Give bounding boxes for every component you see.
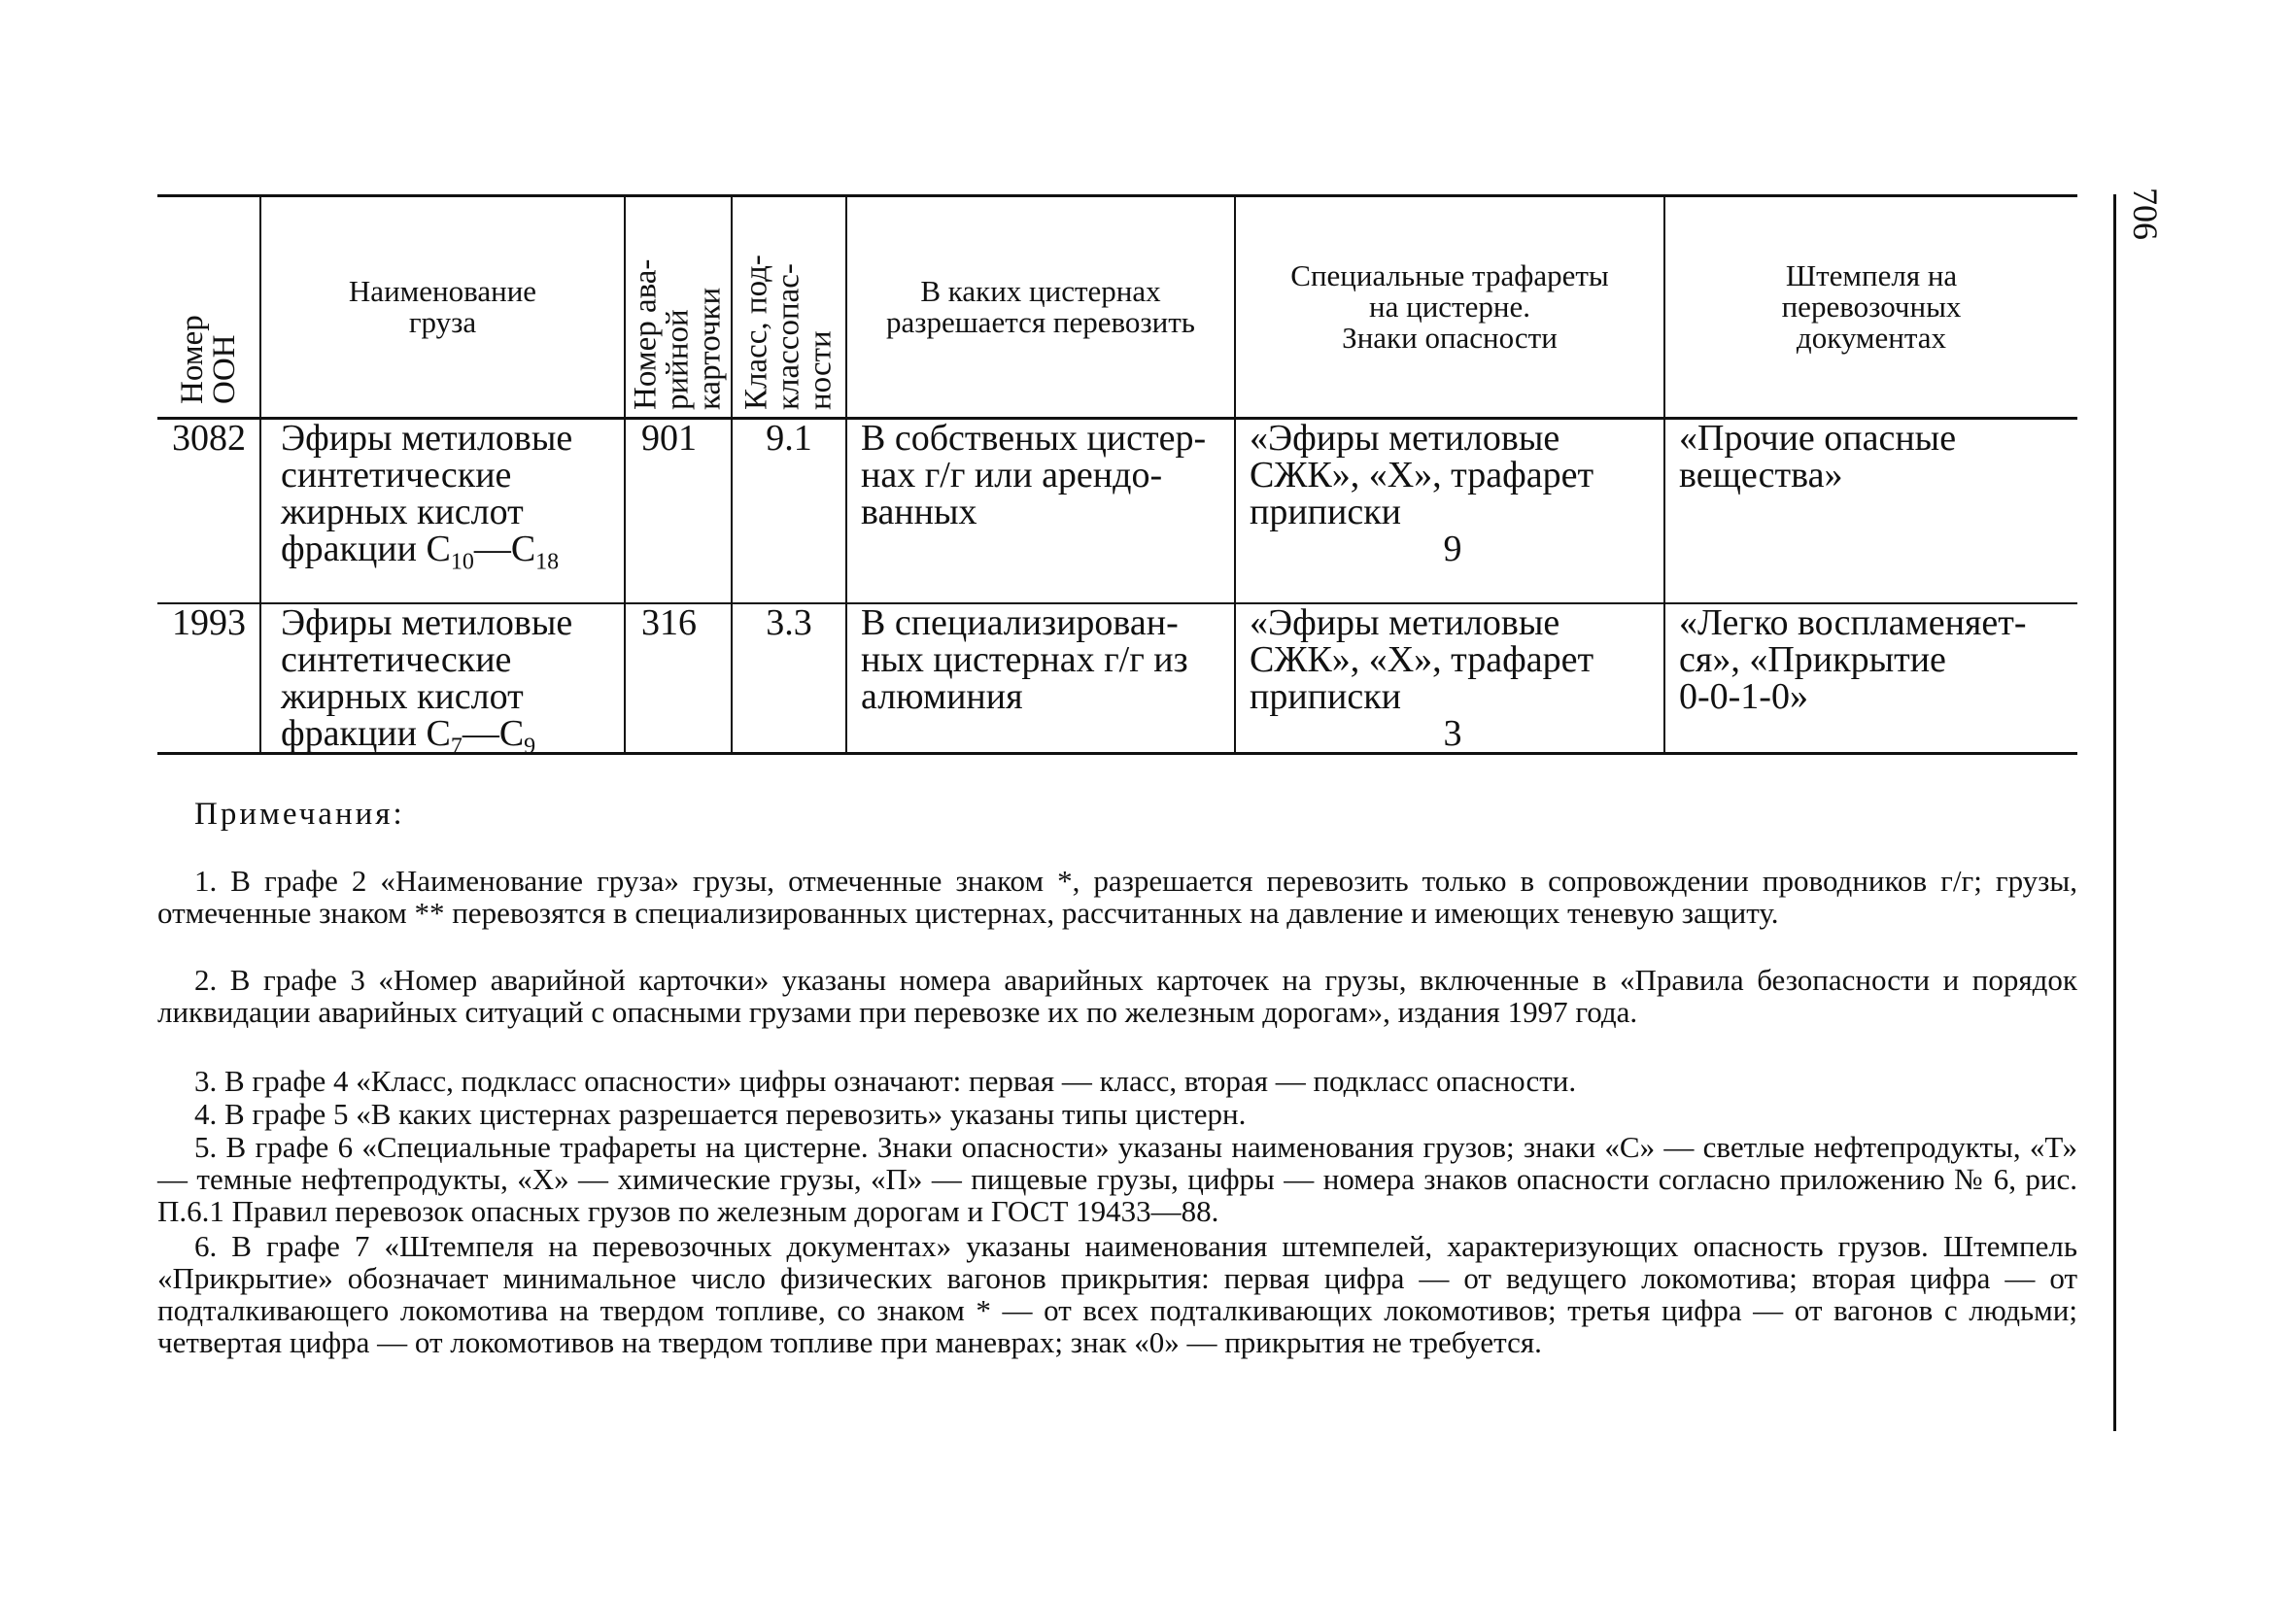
- header-stencils: [1235, 196, 1664, 419]
- table-row: [157, 419, 2077, 604]
- note-item: 2. В графе 3 «Номер аварийной карточки» указаны номера аварийных карточек на грузы, включенные в «Правила безопасности и порядок ликвидации аварийных ситуаций с опасными грузами при перевозке их по железным дорогам», издания 1997 года.: [157, 963, 2077, 1029]
- cargo-name-line: жирных кислот: [281, 676, 524, 717]
- fraction-from: 10: [450, 549, 474, 575]
- notes-title: Примечания:: [194, 797, 405, 832]
- fraction-dash: —С: [462, 713, 525, 754]
- header-hazard-class-line-1: Класс, под-: [738, 255, 774, 410]
- header-hazard-class-line-3: ности: [803, 330, 839, 410]
- cell-stencils: [1235, 419, 1664, 604]
- header-un-number: [157, 196, 260, 419]
- note-item: 6. В графе 7 «Штемпеля на перевозочных документах» указаны наименования штемпелей, характеризующих опасность грузов. Штемпель «Прикрытие» обозначает минимальное число физических вагонов прикрытия: первая цифра — от ведущего локомотива; вторая цифра — от подталкивающего локомотива на твердом топливе, со знаком * — от всех подталкивающих локомотивов; третья цифра — от вагонов с людьми; четвертая цифра — от локомотивов на твердом топливе при маневрах; знак «0» — прикрытия не требуется.: [157, 1229, 2077, 1359]
- header-card-number: [625, 196, 732, 419]
- cargo-name-line: Эфиры метиловые: [281, 418, 573, 459]
- cell-hazard-class: 3.3: [732, 603, 846, 754]
- header-hazard-class: [732, 196, 846, 419]
- tank-line: алюминия: [861, 676, 1023, 717]
- fraction-to: 18: [535, 549, 560, 575]
- tank-line: ных цистернах г/г из: [861, 639, 1188, 680]
- note-item: 4. В графе 5 «В каких цистернах разрешается перевозить» указаны типы цистерн.: [194, 1097, 1247, 1131]
- cargo-name-line: жирных кислот: [281, 492, 524, 532]
- stamp-line: «Легко воспламеняет-: [1679, 602, 2027, 643]
- header-card-number-line-3: карточки: [692, 287, 728, 410]
- header-stamps-line-3: документах: [1796, 321, 1947, 355]
- note-item: 5. В графе 6 «Специальные трафареты на цистерне. Знаки опасности» указаны наименования грузов; знаки «С» — светлые нефтепродукты, «Т» — темные нефтепродукты, «Х» — химические грузы, «П» — пищевые грузы, цифры — номера знаков опасности согласно приложению № 6, рис. П.6.1 Правил перевозок опасных грузов по железным дорогам и ГОСТ 19433—88.: [157, 1130, 2077, 1228]
- fraction-from: 7: [450, 734, 463, 760]
- cell-tank-type: [846, 419, 1235, 604]
- cargo-table: [157, 194, 2077, 760]
- right-margin-rule: [2113, 194, 2116, 1431]
- header-un-number-line-1: Номер: [174, 315, 210, 404]
- fraction-prefix: фракции С: [281, 529, 451, 569]
- cargo-name-line: синтетические: [281, 639, 512, 680]
- stencil-line: СЖК», «Х», трафарет: [1250, 455, 1594, 495]
- header-card-number-line-1: Номер ава-: [628, 258, 664, 410]
- header-stencils-line-1: Специальные трафареты: [1290, 258, 1609, 292]
- header-un-number-line-2: ООН: [206, 334, 242, 404]
- header-cargo-name-text: Наименование груза: [348, 274, 537, 339]
- header-stamps-line-2: перевозочных: [1781, 290, 1962, 324]
- stencil-line: приписки: [1250, 492, 1402, 532]
- header-tank-type: [846, 196, 1235, 419]
- stamp-line: вещества»: [1679, 455, 1843, 495]
- cell-stamps: [1664, 419, 2077, 604]
- cargo-fraction: [281, 713, 624, 760]
- cargo-name-line: Эфиры метиловые: [281, 602, 573, 643]
- cell-cargo-name: [260, 602, 625, 760]
- cargo-fraction: [281, 529, 624, 575]
- cell-card-number: 901: [625, 419, 732, 604]
- stamp-line: ся», «Прикрытие: [1679, 639, 1946, 680]
- hazard-sign-number: 3: [1443, 713, 1462, 754]
- cell-card-number: 316: [625, 603, 732, 754]
- cell-un-number: 3082: [157, 419, 260, 604]
- tank-line: В специализирован-: [861, 602, 1179, 643]
- fraction-dash: —С: [473, 529, 536, 569]
- stamp-line: 0-0-1-0»: [1679, 676, 1808, 717]
- note-item: 3. В графе 4 «Класс, подкласс опасности» цифры означают: первая — класс, вторая — подкласс опасности.: [194, 1064, 1577, 1098]
- cell-cargo-name: [260, 419, 625, 604]
- fraction-to: 9: [524, 734, 536, 760]
- cell-stamps: [1664, 603, 2077, 754]
- note-item: 1. В графе 2 «Наименование груза» грузы, отмеченные знаком *, разрешается перевозить только в сопровождении проводников г/г; грузы, отмеченные знаком ** перевозятся в специализированных цистернах, рассчитанных на давление и имеющих теневую защиту.: [157, 864, 2077, 930]
- stencil-line: «Эфиры метиловые: [1250, 418, 1560, 459]
- table-row: [157, 603, 2077, 754]
- stencil-line: «Эфиры метиловые: [1250, 602, 1560, 643]
- cell-stencils: [1235, 603, 1664, 754]
- header-cargo-name: [260, 196, 625, 419]
- stencil-line: СЖК», «Х», трафарет: [1250, 639, 1594, 680]
- tank-line: ванных: [861, 492, 977, 532]
- tank-line: нах г/г или арендо-: [861, 455, 1163, 495]
- header-card-number-line-2: рийной: [660, 309, 696, 410]
- table-header-row: [157, 196, 2077, 419]
- cell-tank-type: [846, 603, 1235, 754]
- header-stencils-line-3: Знаки опасности: [1342, 321, 1558, 355]
- header-stamps-line-1: Штемпеля на: [1785, 258, 1958, 292]
- cargo-name-line: синтетические: [281, 455, 512, 495]
- tank-line: В собственых цистер-: [861, 418, 1207, 459]
- header-stamps: [1664, 196, 2077, 419]
- stencil-line: приписки: [1250, 676, 1402, 717]
- header-hazard-class-line-2: классопас-: [771, 263, 806, 410]
- fraction-prefix: фракции С: [281, 713, 451, 754]
- header-stencils-line-2: на цистерне.: [1369, 290, 1530, 324]
- cell-un-number: 1993: [157, 603, 260, 754]
- page-number: 706: [2126, 188, 2165, 240]
- header-tank-type-text: В каких цистернах разрешается перевозить: [886, 274, 1195, 339]
- hazard-sign-number: 9: [1443, 529, 1462, 569]
- stamp-line: «Прочие опасные: [1679, 418, 1957, 459]
- cell-hazard-class: 9.1: [732, 419, 846, 604]
